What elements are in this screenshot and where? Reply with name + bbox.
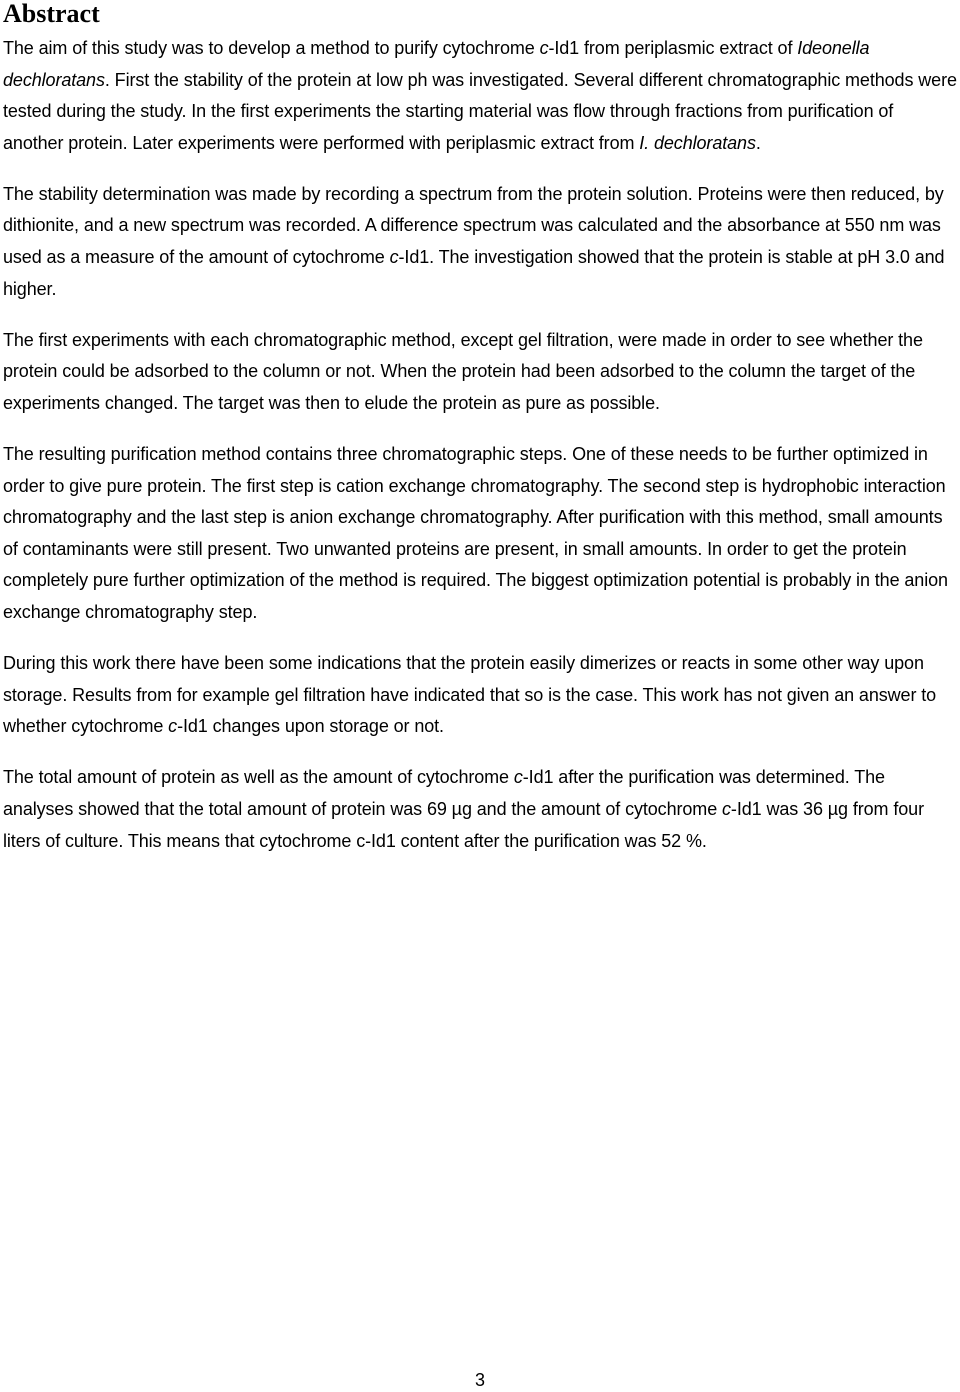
italic-text-run: c xyxy=(168,716,178,737)
italic-text-run: c xyxy=(722,798,731,819)
text-run: The first experiments with each chromatographic method, except gel filtration, were made in order to see whether the protein could be adsorbed to the column or not. When the protein had been adsorbed to the column the target of the experiments changed. The target was then to elude the protein as pure as possible. xyxy=(3,329,923,413)
italic-text-run: I. dechloratans xyxy=(639,132,756,153)
section-heading: Abstract xyxy=(3,0,100,28)
italic-text-run: c xyxy=(539,38,549,58)
paragraph-intro xyxy=(3,33,957,159)
text-run: The resulting purification method contains three chromatographic steps. One of these needs to be further optimized in order to give pure protein. The first step is cation exchange chromatography. The second step is hydrophobic interaction chromatography and the last step is anion exchange chromatography. After purification with this method, small amounts of contaminants were still present. Two unwanted proteins are present, in small amounts. In order to get the protein completely pure further optimization of the method is required. The biggest optimization potential is probably in the anion exchange chromatography step. xyxy=(3,444,948,622)
text-run: During this work there have been some indications that the protein easily dimerizes or reacts in some other way upon storage. Results from for example gel filtration have indicated that so is the case. This work has not given an answer to whether cytochrome xyxy=(3,653,937,737)
paragraph-yield xyxy=(3,762,957,857)
text-run: -Id1. The investigation showed that the protein is stable at pH 3.0 and higher. xyxy=(3,247,945,299)
text-run: The aim of this study was to develop a method to purify cytochrome xyxy=(3,38,540,58)
paragraph-storage xyxy=(3,648,957,743)
text-run: -Id1 from periplasmic extract of xyxy=(548,38,798,58)
paragraph-experiments xyxy=(3,325,957,420)
document-page xyxy=(3,0,957,1392)
page-number: 3 xyxy=(474,1370,485,1390)
text-run: . xyxy=(755,132,761,153)
italic-text-run: c xyxy=(513,767,523,788)
text-run: -Id1 after the purification was determined. The analyses showed that the total amount of protein was 69 µg and the amount of cytochrome xyxy=(3,767,885,819)
italic-text-run: c xyxy=(389,247,399,268)
italic-text-run: Ideonella dechloratans xyxy=(3,38,870,90)
text-run: The total amount of protein as well as the amount of cytochrome xyxy=(3,767,514,788)
text-run: . First the stability of the protein at low ph was investigated. Several different chromatographic methods were tested during the study. In the first experiments the starting material was flow through fractions from purification of another protein. Later experiments were performed with periplasmic extract from xyxy=(3,69,957,153)
text-run: The stability determination was made by recording a spectrum from the protein solution. Proteins were then reduced, by dithionite, and a new spectrum was recorded. A difference spectrum was calculated and the absorbance at 550 nm was used as a measure of the amount of cytochrome xyxy=(3,183,944,268)
abstract-body xyxy=(3,33,957,877)
text-run: -Id1 was 36 µg from four liters of culture. This means that cytochrome c-Id1 content after the purification was 52 %. xyxy=(3,798,924,851)
text-run: -Id1 changes upon storage or not. xyxy=(177,716,444,737)
paragraph-method xyxy=(3,439,957,629)
paragraph-stability xyxy=(3,179,957,305)
